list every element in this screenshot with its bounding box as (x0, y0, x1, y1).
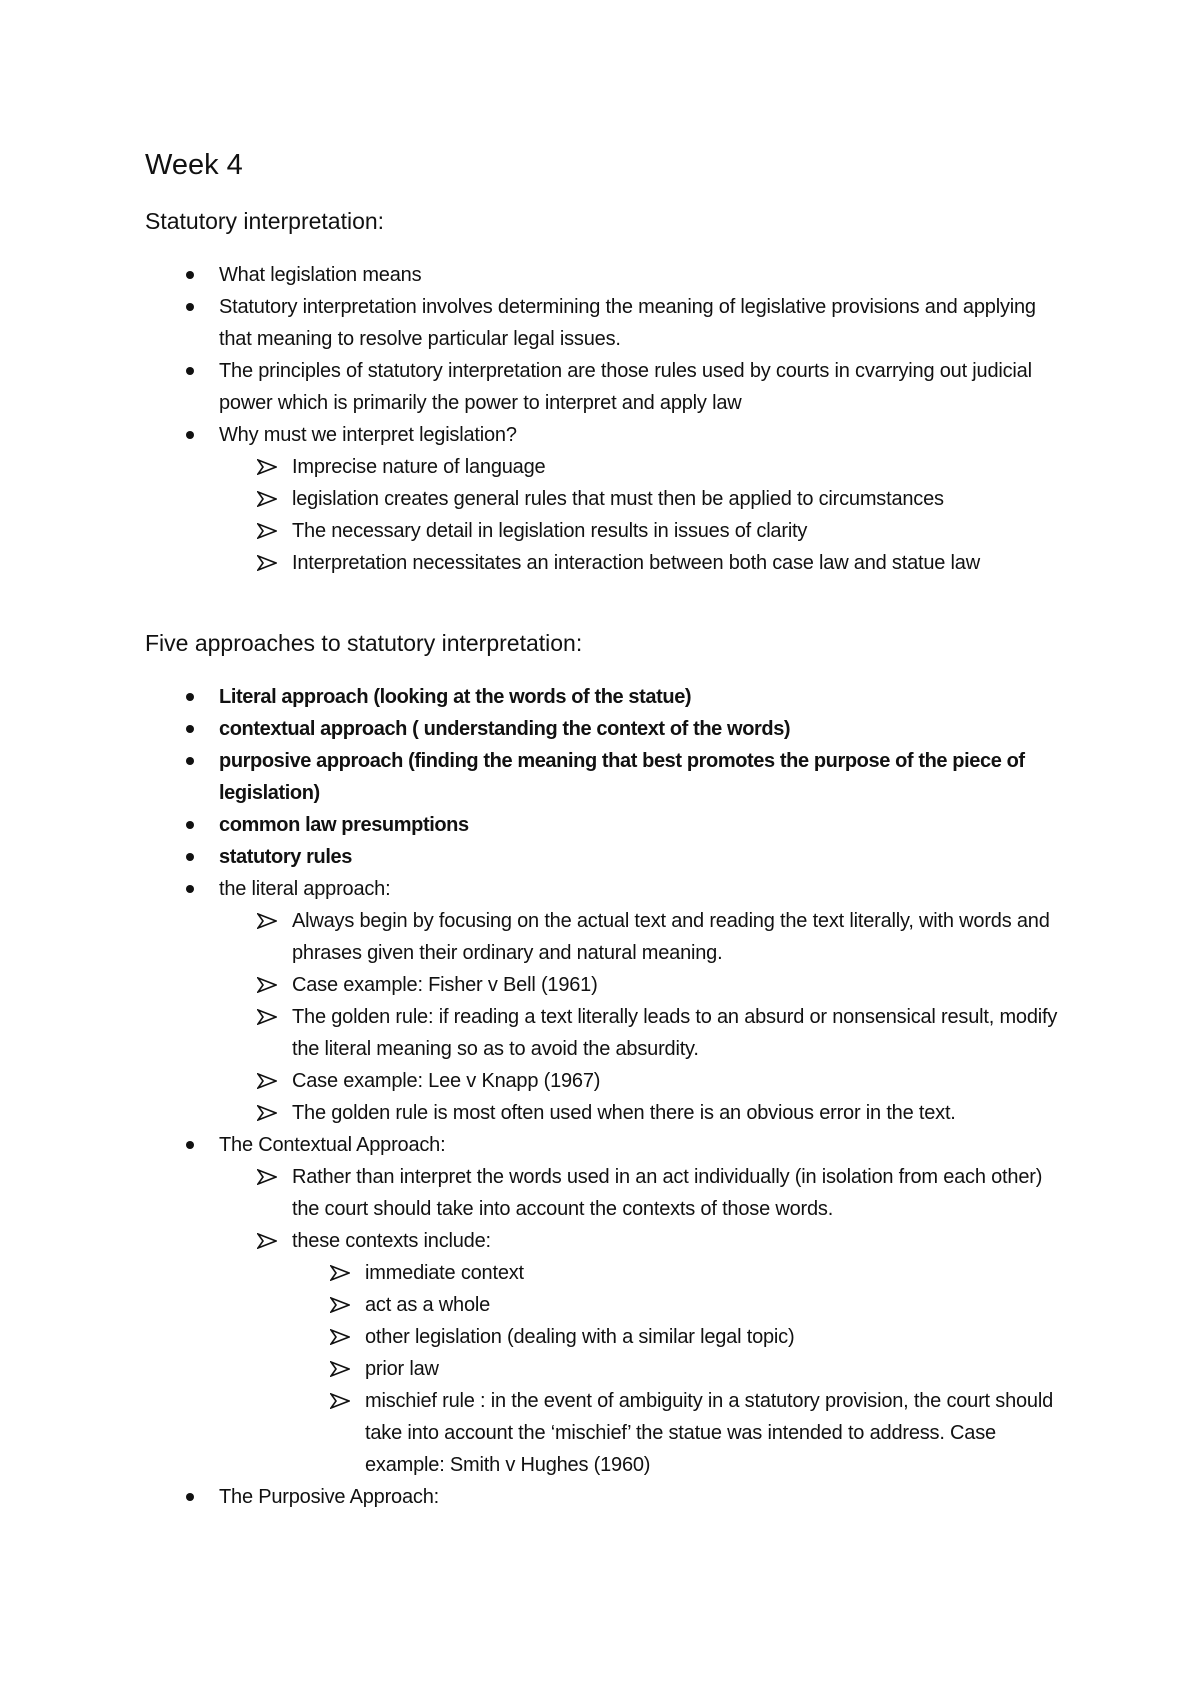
sub-list-item: legislation creates general rules that must then be applied to circumstances (145, 483, 1065, 515)
sub-list-item: Interpretation necessitates an interaction between both case law and statue law (145, 547, 1065, 579)
arrowhead-bullet-icon (330, 1321, 354, 1353)
bullet-dot-icon (183, 873, 207, 905)
bullet-dot-icon (183, 1129, 207, 1161)
bullet-dot-icon (183, 745, 207, 777)
sub-list-item: Rather than interpret the words used in an act individually (in isolation from each other) the court should take into account the contexts of those words. (145, 1161, 1065, 1225)
sub-sub-list-item: other legislation (dealing with a similar legal topic) (145, 1321, 1065, 1353)
sub-sub-list-item: mischief rule : in the event of ambiguity in a statutory provision, the court should take into account the ‘mischief’ the statue was intended to address. Case example: Smith v Hughes (1960) (145, 1385, 1065, 1481)
sub-list-item: Case example: Fisher v Bell (1961) (145, 969, 1065, 1001)
arrowhead-bullet-icon (257, 515, 281, 547)
sub-sub-list-item: prior law (145, 1353, 1065, 1385)
list-item: the literal approach: (145, 873, 1065, 905)
sub-list-item: Case example: Lee v Knapp (1967) (145, 1065, 1065, 1097)
arrowhead-bullet-icon (330, 1353, 354, 1385)
list-item: What legislation means (145, 259, 1065, 291)
five-approaches-list (145, 681, 1065, 1513)
bullet-dot-icon (183, 1481, 207, 1513)
list-item: Why must we interpret legislation? (145, 419, 1065, 451)
list-item: Statutory interpretation involves determining the meaning of legislative provisions and applying that meaning to resolve particular legal issues. (145, 291, 1065, 355)
arrowhead-bullet-icon (257, 1001, 281, 1033)
sub-list-item: Imprecise nature of language (145, 451, 1065, 483)
arrowhead-bullet-icon (257, 905, 281, 937)
sub-list-item: Always begin by focusing on the actual text and reading the text literally, with words and phrases given their ordinary and natural meaning. (145, 905, 1065, 969)
arrowhead-bullet-icon (257, 451, 281, 483)
bullet-dot-icon (183, 419, 207, 451)
bullet-dot-icon (183, 291, 207, 323)
arrowhead-bullet-icon (257, 1097, 281, 1129)
statutory-interpretation-list (145, 259, 1065, 579)
bullet-dot-icon (183, 809, 207, 841)
list-item: The principles of statutory interpretation are those rules used by courts in cvarrying out judicial power which is primarily the power to interpret and apply law (145, 355, 1065, 419)
bullet-dot-icon (183, 355, 207, 387)
list-item: statutory rules (145, 841, 1065, 873)
page-title: Week 4 (145, 149, 243, 181)
arrowhead-bullet-icon (257, 547, 281, 579)
bullet-dot-icon (183, 713, 207, 745)
list-item: The Purposive Approach: (145, 1481, 1065, 1513)
arrowhead-bullet-icon (330, 1289, 354, 1321)
list-item: The Contextual Approach: (145, 1129, 1065, 1161)
list-item: purposive approach (finding the meaning that best promotes the purpose of the piece of legislation) (145, 745, 1065, 809)
list-item: common law presumptions (145, 809, 1065, 841)
arrowhead-bullet-icon (257, 1225, 281, 1257)
arrowhead-bullet-icon (330, 1385, 354, 1417)
bullet-dot-icon (183, 841, 207, 873)
sub-list-item: The golden rule: if reading a text literally leads to an absurd or nonsensical result, modify the literal meaning so as to avoid the absurdity. (145, 1001, 1065, 1065)
arrowhead-bullet-icon (257, 969, 281, 1001)
bullet-dot-icon (183, 259, 207, 291)
arrowhead-bullet-icon (330, 1257, 354, 1289)
list-item: Literal approach (looking at the words of the statue) (145, 681, 1065, 713)
arrowhead-bullet-icon (257, 483, 281, 515)
list-item: contextual approach ( understanding the context of the words) (145, 713, 1065, 745)
sub-list-item: The golden rule is most often used when there is an obvious error in the text. (145, 1097, 1065, 1129)
section-heading-five-approaches: Five approaches to statutory interpretation: (145, 630, 583, 656)
arrowhead-bullet-icon (257, 1065, 281, 1097)
sub-sub-list-item: immediate context (145, 1257, 1065, 1289)
sub-list-item: these contexts include: (145, 1225, 1065, 1257)
arrowhead-bullet-icon (257, 1161, 281, 1193)
sub-sub-list-item: act as a whole (145, 1289, 1065, 1321)
section-heading-statutory-interpretation: Statutory interpretation: (145, 208, 385, 234)
sub-list-item: The necessary detail in legislation results in issues of clarity (145, 515, 1065, 547)
bullet-dot-icon (183, 681, 207, 713)
